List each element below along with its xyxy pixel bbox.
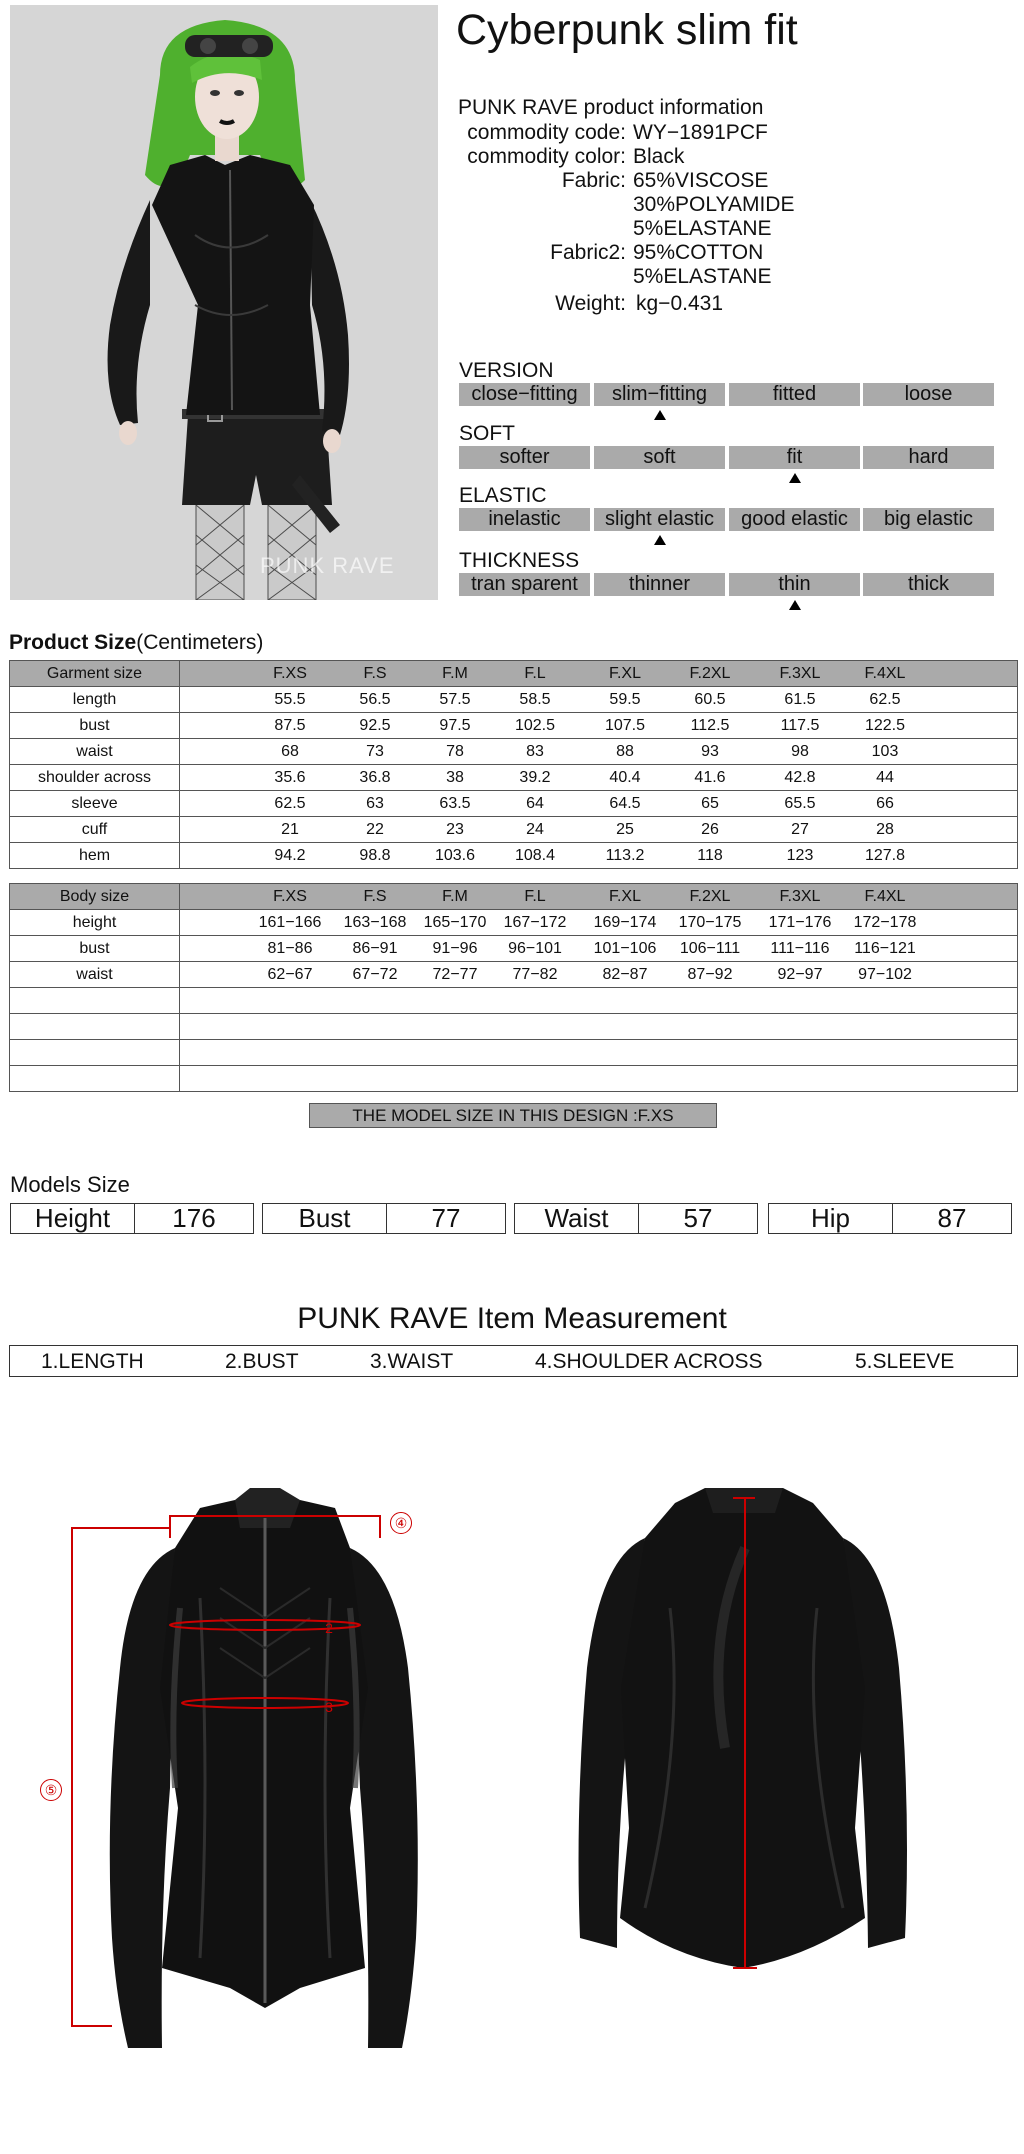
row-label: waist bbox=[10, 739, 180, 765]
info-heading: PUNK RAVE product information bbox=[458, 96, 764, 119]
row-values bbox=[180, 765, 1018, 791]
scale-title-version: VERSION bbox=[459, 359, 554, 382]
table-cell: 25 bbox=[616, 821, 634, 838]
size-column-header: F.2XL bbox=[689, 665, 731, 682]
table-row bbox=[10, 1066, 1018, 1092]
product-size-unit: (Centimeters) bbox=[136, 631, 264, 654]
table-cell: 65.5 bbox=[784, 795, 816, 812]
model-size-note: THE MODEL SIZE IN THIS DESIGN :F.XS bbox=[309, 1103, 717, 1128]
photo-watermark: PUNK RAVE bbox=[260, 553, 395, 578]
marker-shoulder: ④ bbox=[390, 1512, 412, 1534]
table-cell: 66 bbox=[876, 795, 894, 812]
table-cell: 40.4 bbox=[609, 769, 641, 786]
table-cell: 87−92 bbox=[687, 966, 733, 983]
model-measure-label: Height bbox=[11, 1204, 135, 1233]
model-measure-label: Waist bbox=[515, 1204, 639, 1233]
row-values bbox=[180, 962, 1018, 988]
measurement-title: PUNK RAVE Item Measurement bbox=[297, 1302, 727, 1335]
row-label: bust bbox=[10, 936, 180, 962]
table-cell: 83 bbox=[526, 743, 544, 760]
marker-waist: 3 bbox=[325, 1699, 333, 1715]
table-cell: 23 bbox=[446, 821, 464, 838]
measurement-legend bbox=[9, 1345, 1018, 1377]
scale-option: slight elastic bbox=[594, 508, 725, 531]
scale-option: soft bbox=[594, 446, 725, 469]
fabric-line: 65%VISCOSE bbox=[633, 169, 769, 192]
table-cell: 39.2 bbox=[519, 769, 551, 786]
table-cell: 82−87 bbox=[602, 966, 648, 983]
product-size-heading: Product Size bbox=[9, 631, 137, 654]
row-label: height bbox=[10, 910, 180, 936]
garment-size-table bbox=[9, 660, 1018, 869]
scale-option: thin bbox=[729, 573, 860, 596]
size-table-header-label: Body size bbox=[10, 884, 180, 910]
table-cell: 26 bbox=[701, 821, 719, 838]
code-label: commodity code: bbox=[467, 121, 626, 144]
model-measure-value: 77 bbox=[431, 1203, 461, 1233]
measurement-item-sleeve: 5.SLEEVE bbox=[855, 1350, 955, 1373]
row-values bbox=[180, 713, 1018, 739]
size-column-header: F.3XL bbox=[779, 665, 821, 682]
table-cell: 103 bbox=[871, 743, 899, 760]
size-column-header: F.S bbox=[363, 665, 387, 682]
row-label: length bbox=[10, 687, 180, 713]
scale-option: fit bbox=[729, 446, 860, 469]
table-row bbox=[10, 791, 1018, 817]
table-cell: 171−176 bbox=[768, 914, 832, 931]
row-values bbox=[180, 817, 1018, 843]
table-cell: 35.6 bbox=[274, 769, 306, 786]
table-cell: 97.5 bbox=[439, 717, 471, 734]
weight-label: Weight: bbox=[555, 292, 626, 315]
table-cell: 64 bbox=[526, 795, 544, 812]
scale-selected-marker bbox=[654, 535, 666, 545]
size-column-header: F.M bbox=[442, 888, 468, 905]
model-measure-value: 87 bbox=[937, 1203, 967, 1233]
table-cell: 163−168 bbox=[343, 914, 407, 931]
size-table-header bbox=[10, 661, 1018, 687]
scale-option: thick bbox=[863, 573, 994, 596]
table-cell: 64.5 bbox=[609, 795, 641, 812]
table-row bbox=[10, 988, 1018, 1014]
size-column-header: F.4XL bbox=[864, 888, 906, 905]
row-values bbox=[180, 843, 1018, 869]
table-cell: 117.5 bbox=[780, 717, 820, 734]
jacket-front-view bbox=[44, 1488, 520, 2080]
size-column-header: F.L bbox=[524, 888, 546, 905]
scale-title-soft: SOFT bbox=[459, 422, 515, 445]
table-cell: 94.2 bbox=[274, 847, 306, 864]
scale-option: tran sparent bbox=[459, 573, 590, 596]
table-cell: 102.5 bbox=[514, 717, 556, 734]
table-cell: 61.5 bbox=[784, 691, 816, 708]
scale-option: softer bbox=[459, 446, 590, 469]
size-table-header-sizes bbox=[180, 661, 1018, 687]
table-row bbox=[10, 910, 1018, 936]
row-label bbox=[10, 1040, 180, 1066]
table-cell: 118 bbox=[697, 847, 723, 864]
row-values bbox=[180, 1066, 1018, 1092]
scale-option: slim−fitting bbox=[594, 383, 725, 406]
body-size-table bbox=[9, 883, 1018, 1092]
table-cell: 60.5 bbox=[694, 691, 726, 708]
table-cell: 88 bbox=[616, 743, 634, 760]
models-size-title: Models Size bbox=[10, 1172, 130, 1197]
model-measure-box bbox=[768, 1203, 1012, 1234]
table-cell: 62.5 bbox=[869, 691, 901, 708]
table-cell: 44 bbox=[876, 769, 894, 786]
row-values bbox=[180, 791, 1018, 817]
model-measure-box bbox=[514, 1203, 758, 1234]
table-row bbox=[10, 1014, 1018, 1040]
size-column-header: F.2XL bbox=[689, 888, 731, 905]
size-column-header: F.L bbox=[524, 665, 546, 682]
table-cell: 59.5 bbox=[609, 691, 641, 708]
row-label: cuff bbox=[10, 817, 180, 843]
table-cell: 77−82 bbox=[512, 966, 558, 983]
table-cell: 86−91 bbox=[352, 940, 398, 957]
marker-bust: 2 bbox=[325, 1620, 333, 1636]
table-row bbox=[10, 687, 1018, 713]
table-cell: 127.8 bbox=[864, 847, 906, 864]
table-cell: 67−72 bbox=[352, 966, 398, 983]
model-measure-value: 176 bbox=[172, 1203, 216, 1233]
scale-title-thickness: THICKNESS bbox=[459, 549, 580, 572]
table-cell: 93 bbox=[701, 743, 719, 760]
size-column-header: F.4XL bbox=[864, 665, 906, 682]
table-cell: 170−175 bbox=[678, 914, 742, 931]
table-cell: 68 bbox=[281, 743, 299, 760]
table-cell: 63 bbox=[366, 795, 384, 812]
table-cell: 38 bbox=[446, 769, 464, 786]
table-cell: 107.5 bbox=[604, 717, 646, 734]
scale-option: hard bbox=[863, 446, 994, 469]
table-cell: 103.6 bbox=[434, 847, 476, 864]
table-row bbox=[10, 817, 1018, 843]
scale-option: big elastic bbox=[863, 508, 994, 531]
fabric-label: Fabric: bbox=[561, 169, 626, 192]
row-label: waist bbox=[10, 962, 180, 988]
product-title: Cyberpunk slim fit bbox=[456, 6, 798, 54]
model-measure-value: 57 bbox=[683, 1203, 713, 1233]
table-cell: 36.8 bbox=[359, 769, 391, 786]
scale-option: loose bbox=[863, 383, 994, 406]
row-values bbox=[180, 1014, 1018, 1040]
table-cell: 98 bbox=[791, 743, 809, 760]
table-cell: 63.5 bbox=[439, 795, 471, 812]
table-cell: 58.5 bbox=[519, 691, 551, 708]
row-label bbox=[10, 1066, 180, 1092]
table-cell: 172−178 bbox=[853, 914, 917, 931]
size-column-header: F.XL bbox=[608, 888, 641, 905]
table-cell: 167−172 bbox=[503, 914, 567, 931]
row-label: bust bbox=[10, 713, 180, 739]
table-cell: 165−170 bbox=[423, 914, 487, 931]
table-row bbox=[10, 936, 1018, 962]
row-values bbox=[180, 687, 1018, 713]
jacket-front-illustration bbox=[50, 1488, 520, 2080]
table-cell: 27 bbox=[791, 821, 809, 838]
row-label: sleeve bbox=[10, 791, 180, 817]
scale-selected-marker bbox=[789, 600, 801, 610]
size-table-header-sizes bbox=[180, 884, 1018, 910]
table-cell: 24 bbox=[526, 821, 544, 838]
measurement-item-length: 1.LENGTH bbox=[41, 1350, 144, 1373]
table-row bbox=[10, 1040, 1018, 1066]
table-cell: 122.5 bbox=[864, 717, 906, 734]
table-row bbox=[10, 713, 1018, 739]
row-label bbox=[10, 1014, 180, 1040]
scale-selected-marker bbox=[789, 473, 801, 483]
table-cell: 78 bbox=[446, 743, 464, 760]
table-cell: 123 bbox=[786, 847, 814, 864]
fabric-line: 30%POLYAMIDE bbox=[633, 193, 795, 216]
table-row bbox=[10, 765, 1018, 791]
scale-option: close−fitting bbox=[459, 383, 590, 406]
size-column-header: F.XS bbox=[273, 665, 307, 682]
table-cell: 56.5 bbox=[359, 691, 391, 708]
table-cell: 73 bbox=[366, 743, 384, 760]
table-row bbox=[10, 962, 1018, 988]
measurement-item-shoulder: 4.SHOULDER ACROSS bbox=[535, 1350, 763, 1373]
table-cell: 97−102 bbox=[858, 966, 912, 983]
row-label bbox=[10, 988, 180, 1014]
table-cell: 42.8 bbox=[784, 769, 816, 786]
row-values bbox=[180, 988, 1018, 1014]
row-values bbox=[180, 910, 1018, 936]
size-table-header bbox=[10, 884, 1018, 910]
size-column-header: F.M bbox=[442, 665, 468, 682]
model-measure-box bbox=[10, 1203, 254, 1234]
table-cell: 101−106 bbox=[593, 940, 657, 957]
fabric-line: 5%ELASTANE bbox=[633, 217, 772, 240]
scale-option: thinner bbox=[594, 573, 725, 596]
row-values bbox=[180, 1040, 1018, 1066]
table-cell: 96−101 bbox=[508, 940, 562, 957]
table-cell: 108.4 bbox=[514, 847, 556, 864]
table-cell: 111−116 bbox=[770, 940, 830, 957]
weight-value: kg−0.431 bbox=[636, 292, 723, 315]
table-row bbox=[10, 843, 1018, 869]
table-cell: 28 bbox=[876, 821, 894, 838]
table-cell: 41.6 bbox=[694, 769, 726, 786]
jacket-back-view bbox=[525, 1488, 945, 2018]
fabric2-line: 95%COTTON bbox=[633, 241, 764, 264]
code-value: WY−1891PCF bbox=[633, 121, 768, 144]
size-column-header: F.3XL bbox=[779, 888, 821, 905]
scale-option: good elastic bbox=[729, 508, 860, 531]
table-cell: 92.5 bbox=[359, 717, 391, 734]
row-label: hem bbox=[10, 843, 180, 869]
size-column-header: F.S bbox=[363, 888, 387, 905]
table-cell: 98.8 bbox=[359, 847, 391, 864]
size-column-header: F.XS bbox=[273, 888, 307, 905]
table-cell: 91−96 bbox=[432, 940, 478, 957]
table-cell: 169−174 bbox=[593, 914, 657, 931]
table-cell: 112.5 bbox=[690, 717, 730, 734]
table-cell: 87.5 bbox=[274, 717, 306, 734]
row-values bbox=[180, 739, 1018, 765]
product-size-title bbox=[9, 631, 263, 655]
model-measure-box bbox=[262, 1203, 506, 1234]
table-cell: 55.5 bbox=[274, 691, 306, 708]
table-cell: 22 bbox=[366, 821, 384, 838]
table-cell: 65 bbox=[701, 795, 719, 812]
jacket-back-illustration bbox=[525, 1488, 945, 2018]
table-cell: 72−77 bbox=[432, 966, 478, 983]
table-cell: 161−166 bbox=[258, 914, 322, 931]
scale-option: inelastic bbox=[459, 508, 590, 531]
table-cell: 106−111 bbox=[679, 940, 741, 957]
table-row bbox=[10, 739, 1018, 765]
scale-option: fitted bbox=[729, 383, 860, 406]
goggles-icon bbox=[185, 35, 273, 57]
fabric2-line: 5%ELASTANE bbox=[633, 265, 772, 288]
color-value: Black bbox=[633, 145, 685, 168]
table-cell: 81−86 bbox=[267, 940, 313, 957]
color-label: commodity color: bbox=[467, 145, 626, 168]
row-label: shoulder across bbox=[10, 765, 180, 791]
table-cell: 62.5 bbox=[274, 795, 306, 812]
model-measure-label: Bust bbox=[263, 1204, 387, 1233]
size-table-header-label: Garment size bbox=[10, 661, 180, 687]
measurement-item-waist: 3.WAIST bbox=[370, 1350, 454, 1373]
fabric2-label: Fabric2: bbox=[550, 241, 626, 264]
scale-selected-marker bbox=[654, 410, 666, 420]
table-cell: 113.2 bbox=[605, 847, 645, 864]
measurement-item-bust: 2.BUST bbox=[225, 1350, 299, 1373]
table-cell: 92−97 bbox=[777, 966, 823, 983]
table-cell: 57.5 bbox=[439, 691, 471, 708]
size-column-header: F.XL bbox=[608, 665, 641, 682]
table-cell: 62−67 bbox=[267, 966, 313, 983]
model-measure-label: Hip bbox=[769, 1204, 893, 1233]
marker-sleeve: ⑤ bbox=[40, 1779, 62, 1801]
table-cell: 116−121 bbox=[854, 940, 916, 957]
row-values bbox=[180, 936, 1018, 962]
table-cell: 21 bbox=[281, 821, 299, 838]
scale-title-elastic: ELASTIC bbox=[459, 484, 547, 507]
